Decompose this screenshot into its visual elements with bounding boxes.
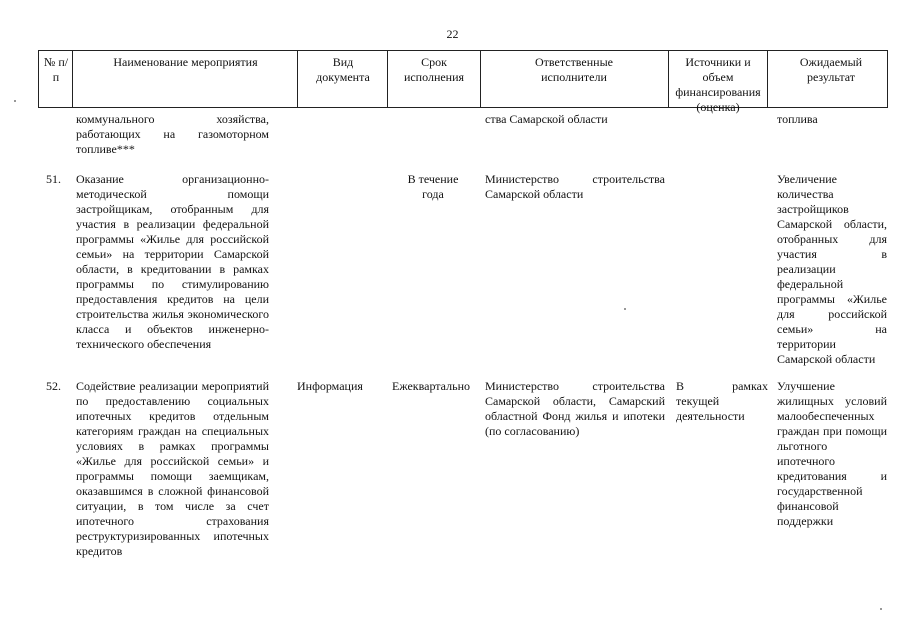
column-divider: [668, 51, 669, 107]
row-name: Оказание организационно-методической помощи застройщикам, отобранным для участия в реализации федеральной программы «Жилье для российской семьи» на территории Самарской области, в кредитовании в рамках программы по стимулированию предоставления кредитов на цели строительства жилья экономического класса и объектов инженерно-технического обеспечения: [76, 172, 269, 351]
header-sources: Источники и объем финансирования (оценка): [675, 55, 761, 114]
row-result: Увеличение количества застройщиков Самарской области, отобранных для участия в реализации федеральной программы «Жилье для российской семьи» на территории Самарской области: [777, 172, 887, 366]
row-sources: В рамках текущей деятельности: [676, 379, 768, 423]
continuation-name: коммунального хозяйства, работающих на газомоторном топливе***: [76, 112, 269, 156]
row-deadline: Ежеквартально: [392, 379, 470, 393]
scan-speck: [880, 608, 882, 610]
row-deadline: В течение года: [407, 172, 459, 201]
row-number: 51.: [46, 172, 61, 186]
header-result: Ожидаемый результат: [799, 55, 863, 84]
row-doc-type: Информация: [297, 379, 363, 393]
column-divider: [72, 51, 73, 107]
continuation-result: топлива: [777, 112, 818, 126]
table-header: [38, 50, 888, 114]
header-responsible: Ответственные исполнители: [535, 55, 613, 84]
column-divider: [297, 51, 298, 107]
column-divider: [480, 51, 481, 107]
row-name: Содействие реализации мероприятий по предоставлению социальных ипотечных кредитов отдельным категориям граждан на специальных условиях в рамках программы «Жилье для российской семьи» и программы помощи заемщикам, оказавшимся в сложной финансовой ситуации, в том числе за счет ипотечного страхования реструктуризированных ипотечных кредитов: [76, 379, 269, 558]
header-name: Наименование мероприятия: [113, 55, 258, 69]
scan-speck: [624, 308, 626, 310]
column-divider: [387, 51, 388, 107]
row-result: Улучшение жилищных условий малообеспеченных граждан при помощи льготного ипотечного кредитования и государственной финансовой поддержки: [777, 379, 887, 528]
scan-speck: [14, 100, 16, 102]
page-number: 22: [446, 27, 459, 41]
continuation-responsible: ства Самарской области: [485, 112, 608, 126]
column-divider: [767, 51, 768, 107]
header-num: № п/п: [43, 55, 69, 84]
row-responsible: Министерство строительства Самарской области: [485, 172, 665, 201]
header-doc-type: Вид документа: [316, 55, 370, 84]
row-responsible: Министерство строительства Самарской области, Самарский областной Фонд жилья и ипотеки (по согласованию): [485, 379, 665, 438]
row-number: 52.: [46, 379, 61, 393]
header-deadline: Срок исполнения: [403, 55, 465, 84]
